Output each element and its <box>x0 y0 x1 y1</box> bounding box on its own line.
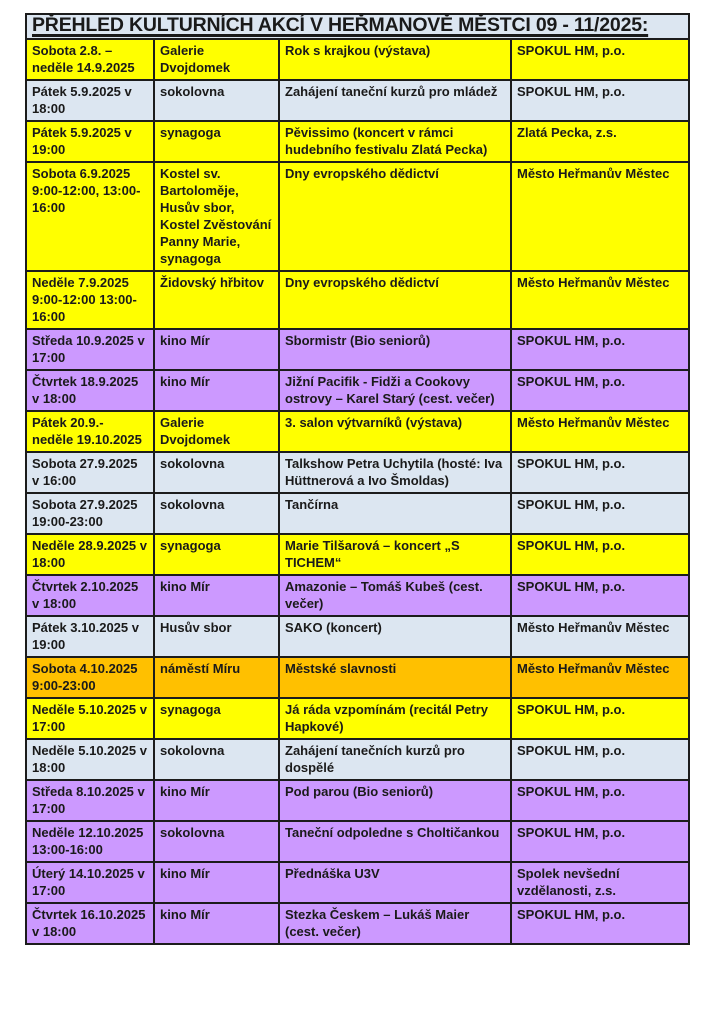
table-row <box>26 121 689 162</box>
cell-venue: sokolovna <box>154 452 279 493</box>
title-row <box>26 14 689 39</box>
cell-organizer: Spolek nevšední vzdělanosti, z.s. <box>511 862 689 903</box>
table-row <box>26 903 689 944</box>
table-row <box>26 329 689 370</box>
cell-date: Pátek 5.9.2025 v 18:00 <box>26 80 154 121</box>
table-row <box>26 862 689 903</box>
cell-event: Sbormistr (Bio seniorů) <box>279 329 511 370</box>
cell-date: Neděle 12.10.2025 13:00-16:00 <box>26 821 154 862</box>
cell-organizer: SPOKUL HM, p.o. <box>511 698 689 739</box>
cell-venue: Židovský hřbitov <box>154 271 279 329</box>
cell-organizer: SPOKUL HM, p.o. <box>511 780 689 821</box>
cell-venue: kino Mír <box>154 903 279 944</box>
cell-date: Sobota 6.9.2025 9:00-12:00, 13:00-16:00 <box>26 162 154 271</box>
events-table <box>25 13 690 945</box>
cell-organizer: Město Heřmanův Městec <box>511 162 689 271</box>
table-row <box>26 616 689 657</box>
cell-organizer: SPOKUL HM, p.o. <box>511 534 689 575</box>
cell-event: Zahájení taneční kurzů pro mládež <box>279 80 511 121</box>
cell-venue: synagoga <box>154 121 279 162</box>
cell-date: Čtvrtek 2.10.2025 v 18:00 <box>26 575 154 616</box>
cell-event: Talkshow Petra Uchytila (hosté: Iva Hüttnerová a Ivo Šmoldas) <box>279 452 511 493</box>
cell-venue: Husův sbor <box>154 616 279 657</box>
cell-venue: Galerie Dvojdomek <box>154 39 279 80</box>
cell-event: Stezka Českem – Lukáš Maier (cest. večer) <box>279 903 511 944</box>
cell-organizer: SPOKUL HM, p.o. <box>511 903 689 944</box>
cell-event: Pod parou (Bio seniorů) <box>279 780 511 821</box>
table-row <box>26 271 689 329</box>
cell-venue: sokolovna <box>154 493 279 534</box>
cell-event: Pěvissimo (koncert v rámci hudebního festivalu Zlatá Pecka) <box>279 121 511 162</box>
table-row <box>26 80 689 121</box>
cell-organizer: SPOKUL HM, p.o. <box>511 739 689 780</box>
table-row <box>26 657 689 698</box>
cell-event: Městské slavnosti <box>279 657 511 698</box>
cell-event: Rok s krajkou (výstava) <box>279 39 511 80</box>
cell-date: Neděle 5.10.2025 v 18:00 <box>26 739 154 780</box>
cell-date: Středa 10.9.2025 v 17:00 <box>26 329 154 370</box>
cell-event: Zahájení tanečních kurzů pro dospělé <box>279 739 511 780</box>
cell-organizer: Město Heřmanův Městec <box>511 271 689 329</box>
cell-venue: kino Mír <box>154 780 279 821</box>
cell-event: Taneční odpoledne s Choltičankou <box>279 821 511 862</box>
cell-organizer: SPOKUL HM, p.o. <box>511 493 689 534</box>
table-row <box>26 370 689 411</box>
cell-venue: Galerie Dvojdomek <box>154 411 279 452</box>
page-title: PŘEHLED KULTURNÍCH AKCÍ V HEŘMANOVĚ MĚSTCI 09 - 11/2025: <box>32 14 649 36</box>
cell-organizer: SPOKUL HM, p.o. <box>511 80 689 121</box>
cell-event: Jižní Pacifik - Fidži a Cookovy ostrovy – Karel Starý (cest. večer) <box>279 370 511 411</box>
cell-venue: kino Mír <box>154 862 279 903</box>
cell-date: Sobota 2.8. – neděle 14.9.2025 <box>26 39 154 80</box>
cell-organizer: SPOKUL HM, p.o. <box>511 370 689 411</box>
cell-venue: kino Mír <box>154 370 279 411</box>
cell-event: Amazonie – Tomáš Kubeš (cest. večer) <box>279 575 511 616</box>
cell-venue: kino Mír <box>154 329 279 370</box>
cell-organizer: SPOKUL HM, p.o. <box>511 39 689 80</box>
cell-venue: sokolovna <box>154 739 279 780</box>
cell-date: Čtvrtek 18.9.2025 v 18:00 <box>26 370 154 411</box>
cell-date: Pátek 20.9.- neděle 19.10.2025 <box>26 411 154 452</box>
cell-date: Sobota 27.9.2025 v 16:00 <box>26 452 154 493</box>
table-row <box>26 780 689 821</box>
cell-venue: sokolovna <box>154 80 279 121</box>
cell-date: Čtvrtek 16.10.2025 v 18:00 <box>26 903 154 944</box>
table-row <box>26 39 689 80</box>
cell-date: Pátek 5.9.2025 v 19:00 <box>26 121 154 162</box>
table-row <box>26 411 689 452</box>
cell-date: Neděle 7.9.2025 9:00-12:00 13:00-16:00 <box>26 271 154 329</box>
cell-venue: Kostel sv. Bartoloměje, Husův sbor, Kostel Zvěstování Panny Marie, synagoga <box>154 162 279 271</box>
cell-organizer: SPOKUL HM, p.o. <box>511 575 689 616</box>
cell-organizer: Zlatá Pecka, z.s. <box>511 121 689 162</box>
table-row <box>26 575 689 616</box>
cell-venue: náměstí Míru <box>154 657 279 698</box>
cell-event: Marie Tilšarová – koncert „S TICHEM“ <box>279 534 511 575</box>
cell-date: Úterý 14.10.2025 v 17:00 <box>26 862 154 903</box>
cell-date: Sobota 4.10.2025 9:00-23:00 <box>26 657 154 698</box>
cell-organizer: SPOKUL HM, p.o. <box>511 452 689 493</box>
cell-date: Neděle 28.9.2025 v 18:00 <box>26 534 154 575</box>
table-row <box>26 739 689 780</box>
table-row <box>26 821 689 862</box>
cell-date: Sobota 27.9.2025 19:00-23:00 <box>26 493 154 534</box>
cell-event: SAKO (koncert) <box>279 616 511 657</box>
table-row <box>26 534 689 575</box>
table-row <box>26 452 689 493</box>
cell-event: Tančírna <box>279 493 511 534</box>
cell-event: Já ráda vzpomínám (recitál Petry Hapkové) <box>279 698 511 739</box>
cell-organizer: SPOKUL HM, p.o. <box>511 821 689 862</box>
cell-venue: synagoga <box>154 698 279 739</box>
cell-organizer: Město Heřmanův Městec <box>511 657 689 698</box>
cell-date: Neděle 5.10.2025 v 17:00 <box>26 698 154 739</box>
table-row <box>26 493 689 534</box>
cell-date: Pátek 3.10.2025 v 19:00 <box>26 616 154 657</box>
cell-event: Dny evropského dědictví <box>279 271 511 329</box>
cell-venue: synagoga <box>154 534 279 575</box>
cell-organizer: Město Heřmanův Městec <box>511 411 689 452</box>
cell-organizer: SPOKUL HM, p.o. <box>511 329 689 370</box>
cell-date: Středa 8.10.2025 v 17:00 <box>26 780 154 821</box>
cell-event: 3. salon výtvarníků (výstava) <box>279 411 511 452</box>
cell-organizer: Město Heřmanův Městec <box>511 616 689 657</box>
events-document <box>25 13 688 945</box>
cell-event: Přednáška U3V <box>279 862 511 903</box>
title-cell <box>26 14 689 39</box>
table-row <box>26 698 689 739</box>
table-row <box>26 162 689 271</box>
cell-event: Dny evropského dědictví <box>279 162 511 271</box>
cell-venue: kino Mír <box>154 575 279 616</box>
cell-venue: sokolovna <box>154 821 279 862</box>
